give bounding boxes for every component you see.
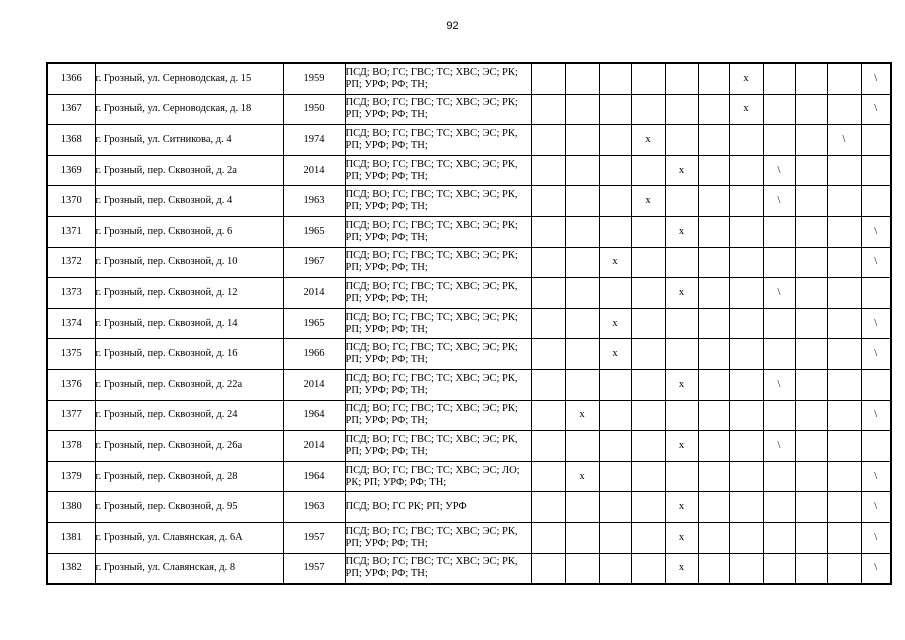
year-built-cell: 1965 [283,308,345,339]
mark-cell [698,247,729,278]
mark-cell [631,522,665,553]
table-row [47,125,891,156]
mark-cell [698,400,729,431]
mark-cell [565,216,599,247]
address-cell: г. Грозный, пер. Сквозной, д. 2а [95,155,283,186]
row-number: 1371 [47,216,95,247]
mark-cell: x [665,431,698,462]
row-number: 1380 [47,492,95,523]
mark-cell [729,216,763,247]
table-row [47,155,891,186]
mark-cell [795,308,827,339]
mark-cell [531,492,565,523]
mark-cell [531,216,565,247]
services-cell: ПСД; ВО; ГС; ГВС; ТС; ХВС; ЭС; РК; РП; УРФ; РФ; ТН; [345,94,531,125]
mark-cell [795,63,827,94]
mark-cell [599,155,631,186]
services-cell: ПСД; ВО; ГС; ГВС; ТС; ХВС; ЭС; РК, РП; УРФ; РФ; ТН; [345,522,531,553]
mark-cell [631,155,665,186]
mark-cell [827,553,861,584]
services-cell: ПСД; ВО; ГС; ГВС; ТС; ХВС; ЭС; РК; РП; УРФ; РФ; ТН; [345,63,531,94]
table-row [47,308,891,339]
mark-cell [763,247,795,278]
mark-cell [729,553,763,584]
mark-cell [827,400,861,431]
services-cell: ПСД; ВО; ГС; ГВС; ТС; ХВС; ЭС; РК; РП; УРФ; РФ; ТН; [345,400,531,431]
mark-cell [565,522,599,553]
mark-cell [795,186,827,217]
row-number: 1370 [47,186,95,217]
mark-cell [531,125,565,156]
mark-cell [861,186,891,217]
mark-cell [631,431,665,462]
mark-cell [795,492,827,523]
mark-cell [827,186,861,217]
mark-cell [631,492,665,523]
mark-cell [599,431,631,462]
mark-cell [665,186,698,217]
address-cell: г. Грозный, ул. Славянская, д. 6А [95,522,283,553]
mark-cell [729,278,763,309]
table-row [47,63,891,94]
services-cell: ПСД; ВО; ГС; ГВС; ТС; ХВС; ЭС; РК, РП; УРФ; РФ; ТН; [345,431,531,462]
mark-cell [698,186,729,217]
mark-cell [599,94,631,125]
mark-cell [665,308,698,339]
year-built-cell: 1964 [283,461,345,492]
mark-cell: \ [861,522,891,553]
mark-cell [665,339,698,370]
mark-cell [861,431,891,462]
mark-cell [827,369,861,400]
services-cell: ПСД; ВО; ГС РК; РП; УРФ [345,492,531,523]
mark-cell: \ [861,553,891,584]
mark-cell [861,278,891,309]
mark-cell [763,400,795,431]
table-row [47,278,891,309]
services-cell: ПСД; ВО; ГС; ГВС; ТС; ХВС; ЭС; РК, РП; УРФ; РФ; ТН; [345,369,531,400]
year-built-cell: 1964 [283,400,345,431]
mark-cell: x [631,125,665,156]
address-cell: г. Грозный, пер. Сквозной, д. 95 [95,492,283,523]
mark-cell [763,492,795,523]
mark-cell: \ [861,308,891,339]
mark-cell: x [665,155,698,186]
mark-cell [827,522,861,553]
mark-cell [565,247,599,278]
mark-cell [729,125,763,156]
mark-cell [599,278,631,309]
mark-cell [599,553,631,584]
mark-cell: \ [861,400,891,431]
address-cell: г. Грозный, пер. Сквозной, д. 12 [95,278,283,309]
mark-cell [599,369,631,400]
mark-cell [599,186,631,217]
mark-cell: \ [861,216,891,247]
mark-cell [698,125,729,156]
mark-cell: x [665,369,698,400]
mark-cell: x [599,247,631,278]
table-row [47,186,891,217]
mark-cell [531,461,565,492]
mark-cell [599,216,631,247]
services-cell: ПСД; ВО; ГС; ГВС; ТС; ХВС; ЭС; РК, РП; УРФ; РФ; ТН; [345,278,531,309]
mark-cell [631,247,665,278]
mark-cell [565,553,599,584]
mark-cell [531,247,565,278]
mark-cell [665,400,698,431]
mark-cell [665,247,698,278]
mark-cell: \ [861,339,891,370]
row-number: 1367 [47,94,95,125]
year-built-cell: 1967 [283,247,345,278]
mark-cell: \ [861,461,891,492]
mark-cell: x [599,308,631,339]
mark-cell [531,308,565,339]
mark-cell: \ [763,186,795,217]
mark-cell [827,155,861,186]
mark-cell [631,553,665,584]
mark-cell [795,431,827,462]
mark-cell [531,431,565,462]
mark-cell [763,94,795,125]
mark-cell: \ [827,125,861,156]
mark-cell [795,278,827,309]
mark-cell [698,155,729,186]
address-cell: г. Грозный, пер. Сквозной, д. 28 [95,461,283,492]
mark-cell [698,308,729,339]
mark-cell [763,63,795,94]
mark-cell [698,461,729,492]
mark-cell [698,63,729,94]
table-row [47,461,891,492]
mark-cell [599,492,631,523]
mark-cell [827,247,861,278]
services-cell: ПСД; ВО; ГС; ГВС; ТС; ХВС; ЭС; РК, РП; УРФ; РФ; ТН; [345,186,531,217]
mark-cell [795,461,827,492]
mark-cell [729,522,763,553]
mark-cell [827,278,861,309]
mark-cell [698,339,729,370]
mark-cell: \ [763,369,795,400]
mark-cell [531,186,565,217]
mark-cell [729,247,763,278]
mark-cell [599,522,631,553]
mark-cell [599,125,631,156]
mark-cell [795,94,827,125]
address-cell: г. Грозный, пер. Сквозной, д. 6 [95,216,283,247]
mark-cell [763,522,795,553]
mark-cell [599,400,631,431]
mark-cell [565,339,599,370]
mark-cell [795,155,827,186]
mark-cell [565,94,599,125]
mark-cell [729,308,763,339]
mark-cell [827,63,861,94]
mark-cell: x [729,63,763,94]
mark-cell [531,278,565,309]
table-row [47,553,891,584]
row-number: 1378 [47,431,95,462]
mark-cell [665,94,698,125]
services-cell: ПСД; ВО; ГС; ГВС; ТС; ХВС; ЭС; РК; РП; УРФ; РФ; ТН; [345,339,531,370]
table-row [47,247,891,278]
mark-cell [631,216,665,247]
address-cell: г. Грозный, пер. Сквозной, д. 26а [95,431,283,462]
mark-cell [631,369,665,400]
year-built-cell: 1950 [283,94,345,125]
mark-cell [565,492,599,523]
mark-cell [565,431,599,462]
mark-cell [698,522,729,553]
mark-cell [665,63,698,94]
mark-cell [565,63,599,94]
table-row [47,400,891,431]
mark-cell: \ [763,155,795,186]
year-built-cell: 1974 [283,125,345,156]
mark-cell [763,461,795,492]
mark-cell [795,400,827,431]
table-row [47,431,891,462]
mark-cell [665,125,698,156]
year-built-cell: 2014 [283,369,345,400]
mark-cell [729,492,763,523]
mark-cell [698,431,729,462]
address-cell: г. Грозный, пер. Сквозной, д. 22а [95,369,283,400]
mark-cell [631,400,665,431]
address-cell: г. Грозный, ул. Ситникова, д. 4 [95,125,283,156]
mark-cell [531,63,565,94]
year-built-cell: 1966 [283,339,345,370]
services-cell: ПСД; ВО; ГС; ГВС; ТС; ХВС; ЭС; РК; РП; УРФ; РФ; ТН; [345,247,531,278]
mark-cell [698,369,729,400]
housing-register-table [46,62,892,585]
mark-cell [565,308,599,339]
mark-cell [631,308,665,339]
year-built-cell: 1959 [283,63,345,94]
address-cell: г. Грозный, ул. Серноводская, д. 18 [95,94,283,125]
year-built-cell: 1957 [283,522,345,553]
year-built-cell: 2014 [283,155,345,186]
mark-cell: x [665,278,698,309]
mark-cell: x [565,461,599,492]
mark-cell [861,155,891,186]
mark-cell [795,339,827,370]
mark-cell [631,461,665,492]
table-row [47,216,891,247]
mark-cell: \ [861,247,891,278]
mark-cell [631,94,665,125]
address-cell: г. Грозный, пер. Сквозной, д. 16 [95,339,283,370]
mark-cell [665,461,698,492]
table-row [47,94,891,125]
mark-cell: x [599,339,631,370]
mark-cell [729,186,763,217]
table-row [47,339,891,370]
mark-cell [531,369,565,400]
mark-cell [795,247,827,278]
mark-cell [763,308,795,339]
mark-cell [795,522,827,553]
mark-cell [827,308,861,339]
row-number: 1382 [47,553,95,584]
mark-cell [729,155,763,186]
year-built-cell: 1965 [283,216,345,247]
services-cell: ПСД; ВО; ГС; ГВС; ТС; ХВС; ЭС; РК, РП; УРФ; РФ; ТН; [345,125,531,156]
mark-cell [795,369,827,400]
mark-cell [531,522,565,553]
mark-cell: x [665,216,698,247]
address-cell: г. Грозный, ул. Серноводская, д. 15 [95,63,283,94]
mark-cell: \ [861,63,891,94]
row-number: 1369 [47,155,95,186]
row-number: 1375 [47,339,95,370]
services-cell: ПСД; ВО; ГС; ГВС; ТС; ХВС; ЭС; РК; РП; УРФ; РФ; ТН; [345,308,531,339]
mark-cell [861,369,891,400]
mark-cell: \ [861,94,891,125]
mark-cell [827,94,861,125]
address-cell: г. Грозный, пер. Сквозной, д. 4 [95,186,283,217]
mark-cell [763,125,795,156]
mark-cell [599,461,631,492]
row-number: 1368 [47,125,95,156]
mark-cell [565,186,599,217]
services-cell: ПСД; ВО; ГС; ГВС; ТС; ХВС; ЭС; ЛО; РК; РП; УРФ; РФ; ТН; [345,461,531,492]
year-built-cell: 1963 [283,186,345,217]
mark-cell [565,155,599,186]
mark-cell [729,431,763,462]
services-cell: ПСД; ВО; ГС; ГВС; ТС; ХВС; ЭС; РК, РП; УРФ; РФ; ТН; [345,553,531,584]
mark-cell [531,94,565,125]
table-row [47,492,891,523]
row-number: 1379 [47,461,95,492]
services-cell: ПСД; ВО; ГС; ГВС; ТС; ХВС; ЭС; РК, РП; УРФ; РФ; ТН; [345,155,531,186]
address-cell: г. Грозный, ул. Славянская, д. 8 [95,553,283,584]
mark-cell: x [665,522,698,553]
mark-cell: x [729,94,763,125]
services-cell: ПСД; ВО; ГС; ГВС; ТС; ХВС; ЭС; РК; РП; УРФ; РФ; ТН; [345,216,531,247]
mark-cell [827,461,861,492]
mark-cell [565,278,599,309]
mark-cell [531,339,565,370]
mark-cell [531,155,565,186]
mark-cell [729,461,763,492]
row-number: 1377 [47,400,95,431]
mark-cell [631,63,665,94]
mark-cell [827,339,861,370]
row-number: 1372 [47,247,95,278]
address-cell: г. Грозный, пер. Сквозной, д. 10 [95,247,283,278]
address-cell: г. Грозный, пер. Сквозной, д. 24 [95,400,283,431]
year-built-cell: 2014 [283,431,345,462]
row-number: 1366 [47,63,95,94]
row-number: 1374 [47,308,95,339]
mark-cell [795,553,827,584]
mark-cell: x [631,186,665,217]
year-built-cell: 1957 [283,553,345,584]
mark-cell: \ [763,278,795,309]
mark-cell [795,125,827,156]
page-number: 92 [446,20,459,32]
year-built-cell: 1963 [283,492,345,523]
row-number: 1381 [47,522,95,553]
table-row [47,522,891,553]
mark-cell [729,339,763,370]
mark-cell [763,216,795,247]
table-row [47,369,891,400]
mark-cell [795,216,827,247]
row-number: 1376 [47,369,95,400]
mark-cell [698,94,729,125]
mark-cell [827,431,861,462]
mark-cell: x [665,553,698,584]
mark-cell: x [665,492,698,523]
mark-cell [827,492,861,523]
mark-cell [763,553,795,584]
mark-cell [565,125,599,156]
mark-cell: \ [861,492,891,523]
mark-cell [531,553,565,584]
mark-cell [861,125,891,156]
row-number: 1373 [47,278,95,309]
mark-cell [565,369,599,400]
mark-cell [599,63,631,94]
mark-cell [729,400,763,431]
mark-cell: x [565,400,599,431]
mark-cell [827,216,861,247]
mark-cell [698,553,729,584]
mark-cell [698,278,729,309]
mark-cell [698,492,729,523]
mark-cell [531,400,565,431]
mark-cell: \ [763,431,795,462]
address-cell: г. Грозный, пер. Сквозной, д. 14 [95,308,283,339]
year-built-cell: 2014 [283,278,345,309]
mark-cell [763,339,795,370]
mark-cell [729,369,763,400]
mark-cell [698,216,729,247]
mark-cell [631,278,665,309]
mark-cell [631,339,665,370]
